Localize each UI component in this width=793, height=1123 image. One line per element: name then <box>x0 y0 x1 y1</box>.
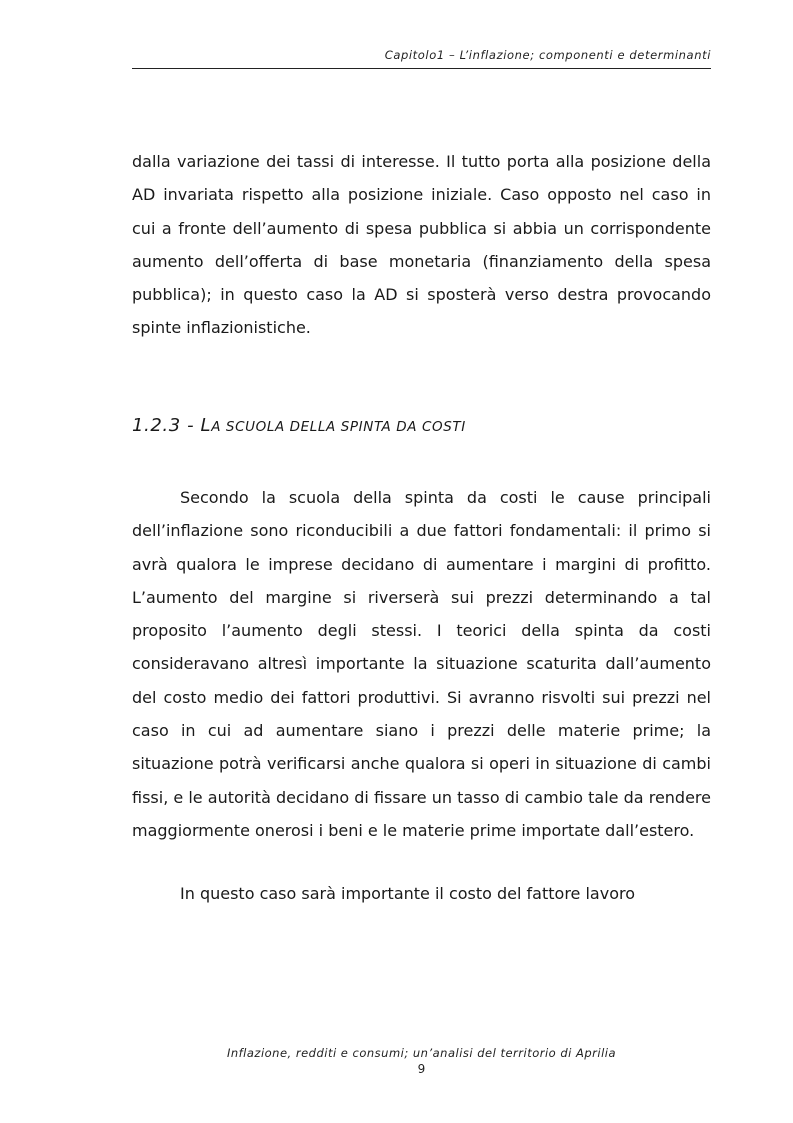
paragraph-cost-push: Secondo la scuola della spinta da costi le cause principali dell’inflazione sono riconducibili a due fattori fondamentali: il primo si avrà qualora le imprese decidano di aumentare i margini di profitto. L’aumento del margine si riverserà sui prezzi determinando a tal proposito l’aumento degli stessi. I teorici della spinta da costi consideravano altresì importante la situazione scaturita dall’aumento del costo medio dei fattori produttivi. Si avranno risvolti sui prezzi nel caso in cui ad aumentare siano i prezzi delle materie prime; la situazione potrà verificarsi anche qualora si operi in situazione di cambi fissi, e le autorità decidano di fissare un tasso di cambio tale da rendere maggiormente onerosi i beni e le materie prime importate dall’estero. <box>132 488 711 840</box>
running-title: Capitolo1 – L’inflazione; componenti e determinanti <box>384 48 711 62</box>
paragraph-continuation: dalla variazione dei tassi di interesse. Il tutto porta alla posizione della AD invariata rispetto alla posizione iniziale. Caso opposto nel caso in cui a fronte dell’aumento di spesa pubblica si abbia un corrispondente aumento dell’offerta di base monetaria (finanziamento della spesa pubblica); in questo caso la AD si sposterà verso destra provocando spinte inflazionistiche. <box>132 152 711 338</box>
section-title-rest: A SCUOLA DELLA SPINTA DA COSTI <box>211 419 466 435</box>
paragraph-labor-cost: In questo caso sarà importante il costo del fattore lavoro <box>180 884 635 903</box>
section-title-initial: L <box>200 415 212 436</box>
page-number: 9 <box>417 1062 426 1076</box>
section-number: 1.2.3 - <box>132 415 201 436</box>
section-heading <box>132 415 466 436</box>
page-header <box>132 46 711 69</box>
page-footer: Inflazione, redditi e consumi; un’analisi del territorio di Aprilia <box>226 1046 617 1060</box>
